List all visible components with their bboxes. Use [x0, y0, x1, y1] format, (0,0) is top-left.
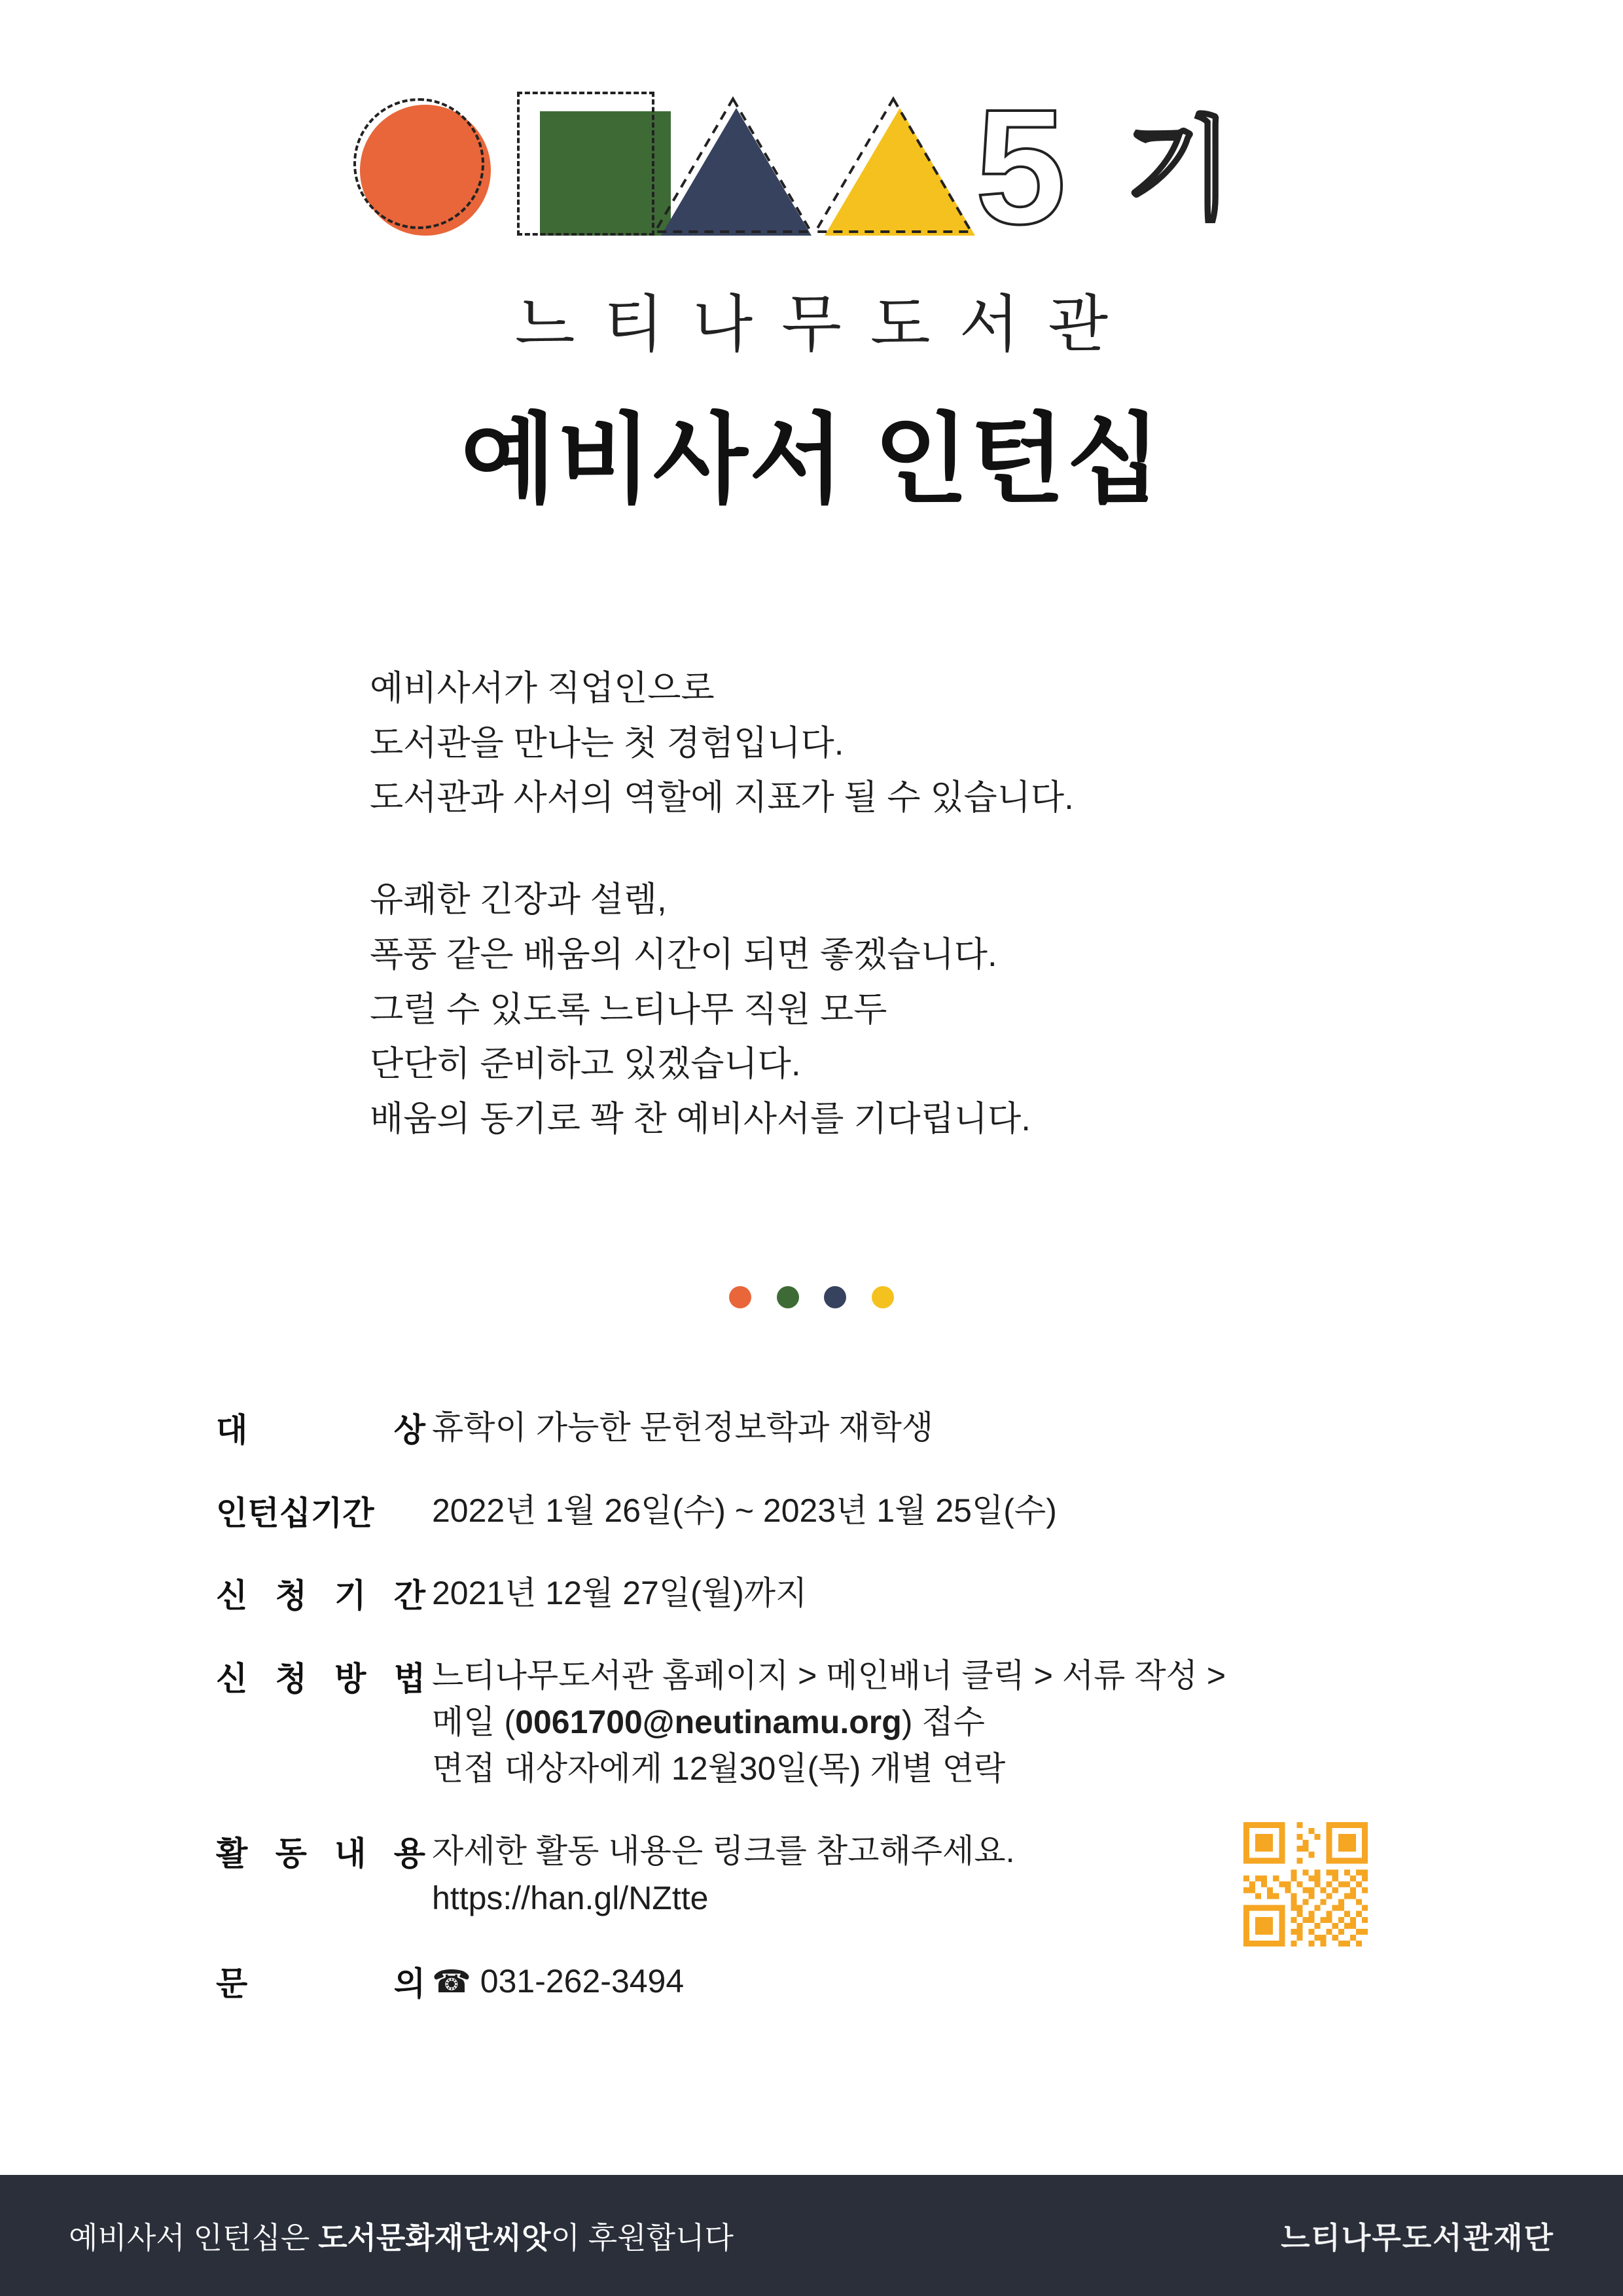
footer-text-prefix: 예비사서 인턴십은: [69, 2220, 319, 2255]
dot-green-icon: [777, 1286, 799, 1308]
label-char: 문: [216, 1965, 248, 2002]
intro-line: 유쾌한 긴장과 설렘,: [370, 880, 667, 920]
paragraph-gap: [370, 825, 1351, 872]
label-char: 내: [334, 1835, 366, 1872]
apply-method-line-1: 느티나무도서관 홈페이지 > 메인배너 클릭 > 서류 작성 >: [432, 1657, 1226, 1694]
info-label-contact: [216, 1958, 432, 2005]
label-char: 동: [275, 1835, 307, 1872]
intro-line: 단단히 준비하고 있겠습니다.: [370, 1045, 801, 1084]
apply-method-email[interactable]: 0061700@neutinamu.org: [515, 1703, 902, 1740]
info-row-apply-period: [216, 1570, 1459, 1617]
intro-line: 배움의 동기로 꽉 찬 예비사서를 기다립니다.: [370, 1100, 1031, 1139]
activity-line-1: 자세한 활동 내용은 링크를 참고해주세요.: [432, 1832, 1015, 1869]
phone-icon: ☎: [432, 1964, 471, 2000]
dot-orange-icon: [729, 1286, 751, 1308]
info-list: [216, 1404, 1459, 2040]
info-label-target: [216, 1404, 432, 1451]
intro-line: 예비사서가 직업인으로: [370, 669, 715, 708]
info-row-period: [216, 1487, 1459, 1535]
apply-method-mail-prefix: 메일 (: [432, 1703, 516, 1740]
edition-number: 5: [975, 75, 1069, 258]
info-value-period: 2022년 1월 26일(수) ~ 2023년 1월 25일(수): [432, 1492, 1057, 1529]
info-value-apply-method: [432, 1653, 1459, 1792]
info-label-apply-period: [216, 1570, 432, 1617]
info-value-apply-period: 2021년 12월 27일(월)까지: [432, 1575, 808, 1611]
triangle-dashed-outline-navy-icon: [651, 95, 815, 236]
footer-foundation-logo: 느티나무도서관재단: [1281, 2220, 1554, 2255]
triangle-dashed-outline-yellow-icon: [812, 95, 975, 236]
footer-sponsor-text: [69, 2214, 734, 2257]
apply-method-line-3: 면접 대상자에게 12월30일(목) 개별 연락: [432, 1749, 1006, 1787]
label-char: 간: [393, 1577, 425, 1614]
organization-name: 느티나무도서관: [514, 290, 1137, 359]
square-dashed-outline-icon: [517, 92, 654, 236]
label-char: 방: [334, 1660, 366, 1697]
info-label-apply-method: [216, 1653, 432, 1700]
info-label-period: 인턴십기간: [216, 1494, 374, 1532]
circle-dashed-outline-icon: [353, 98, 484, 229]
info-row-target: [216, 1404, 1459, 1452]
dot-divider: [0, 1286, 1623, 1312]
footer-sponsor-name: 도서문화재단씨앗: [318, 2220, 551, 2255]
label-char: 의: [393, 1965, 425, 2002]
contact-phone-number: 031-262-3494: [480, 1962, 685, 2000]
edition-unit: 기: [1126, 108, 1234, 232]
info-label-activity: [216, 1827, 432, 1874]
label-char: 상: [393, 1412, 425, 1448]
label-char: 청: [275, 1660, 307, 1697]
intro-line: 그럴 수 있도록 느티나무 직원 모두: [370, 990, 887, 1029]
info-row-apply-method: [216, 1653, 1459, 1792]
label-char: 청: [275, 1577, 307, 1614]
label-char: 활: [216, 1835, 248, 1872]
intro-line: 도서관과 사서의 역할에 지표가 될 수 있습니다.: [370, 778, 1074, 817]
dot-navy-icon: [824, 1286, 846, 1308]
footer-text-suffix: 이 후원합니다: [550, 2220, 734, 2255]
qr-code-icon[interactable]: [1243, 1822, 1368, 1946]
label-char: 신: [216, 1577, 248, 1614]
dot-yellow-icon: [872, 1286, 894, 1308]
info-value-target: 휴학이 가능한 문헌정보학과 재학생: [432, 1409, 934, 1446]
apply-method-mail-suffix: ) 접수: [901, 1703, 985, 1740]
apply-method-line-2: [432, 1699, 1459, 1746]
logo-shape-group: [353, 75, 1270, 262]
label-char: 신: [216, 1660, 248, 1697]
label-char: 대: [216, 1412, 248, 1448]
info-row-contact: [216, 1958, 1459, 2005]
footer-bar: [0, 2175, 1623, 2296]
poster-title: 예비사서 인턴십: [461, 404, 1162, 514]
intro-line: 폭풍 같은 배움의 시간이 되면 좋겠습니다.: [370, 935, 997, 974]
intro-line: 도서관을 만나는 첫 경험입니다.: [370, 723, 844, 762]
label-char: 법: [393, 1660, 425, 1697]
intro-text-block: [370, 661, 1351, 1147]
activity-link[interactable]: https://han.gl/NZtte: [432, 1880, 709, 1916]
info-row-activity: [216, 1827, 1459, 1922]
info-value-contact: [432, 1958, 1459, 2005]
label-char: 기: [334, 1577, 366, 1614]
label-char: 용: [393, 1835, 425, 1872]
poster-logo-area: [0, 75, 1623, 522]
